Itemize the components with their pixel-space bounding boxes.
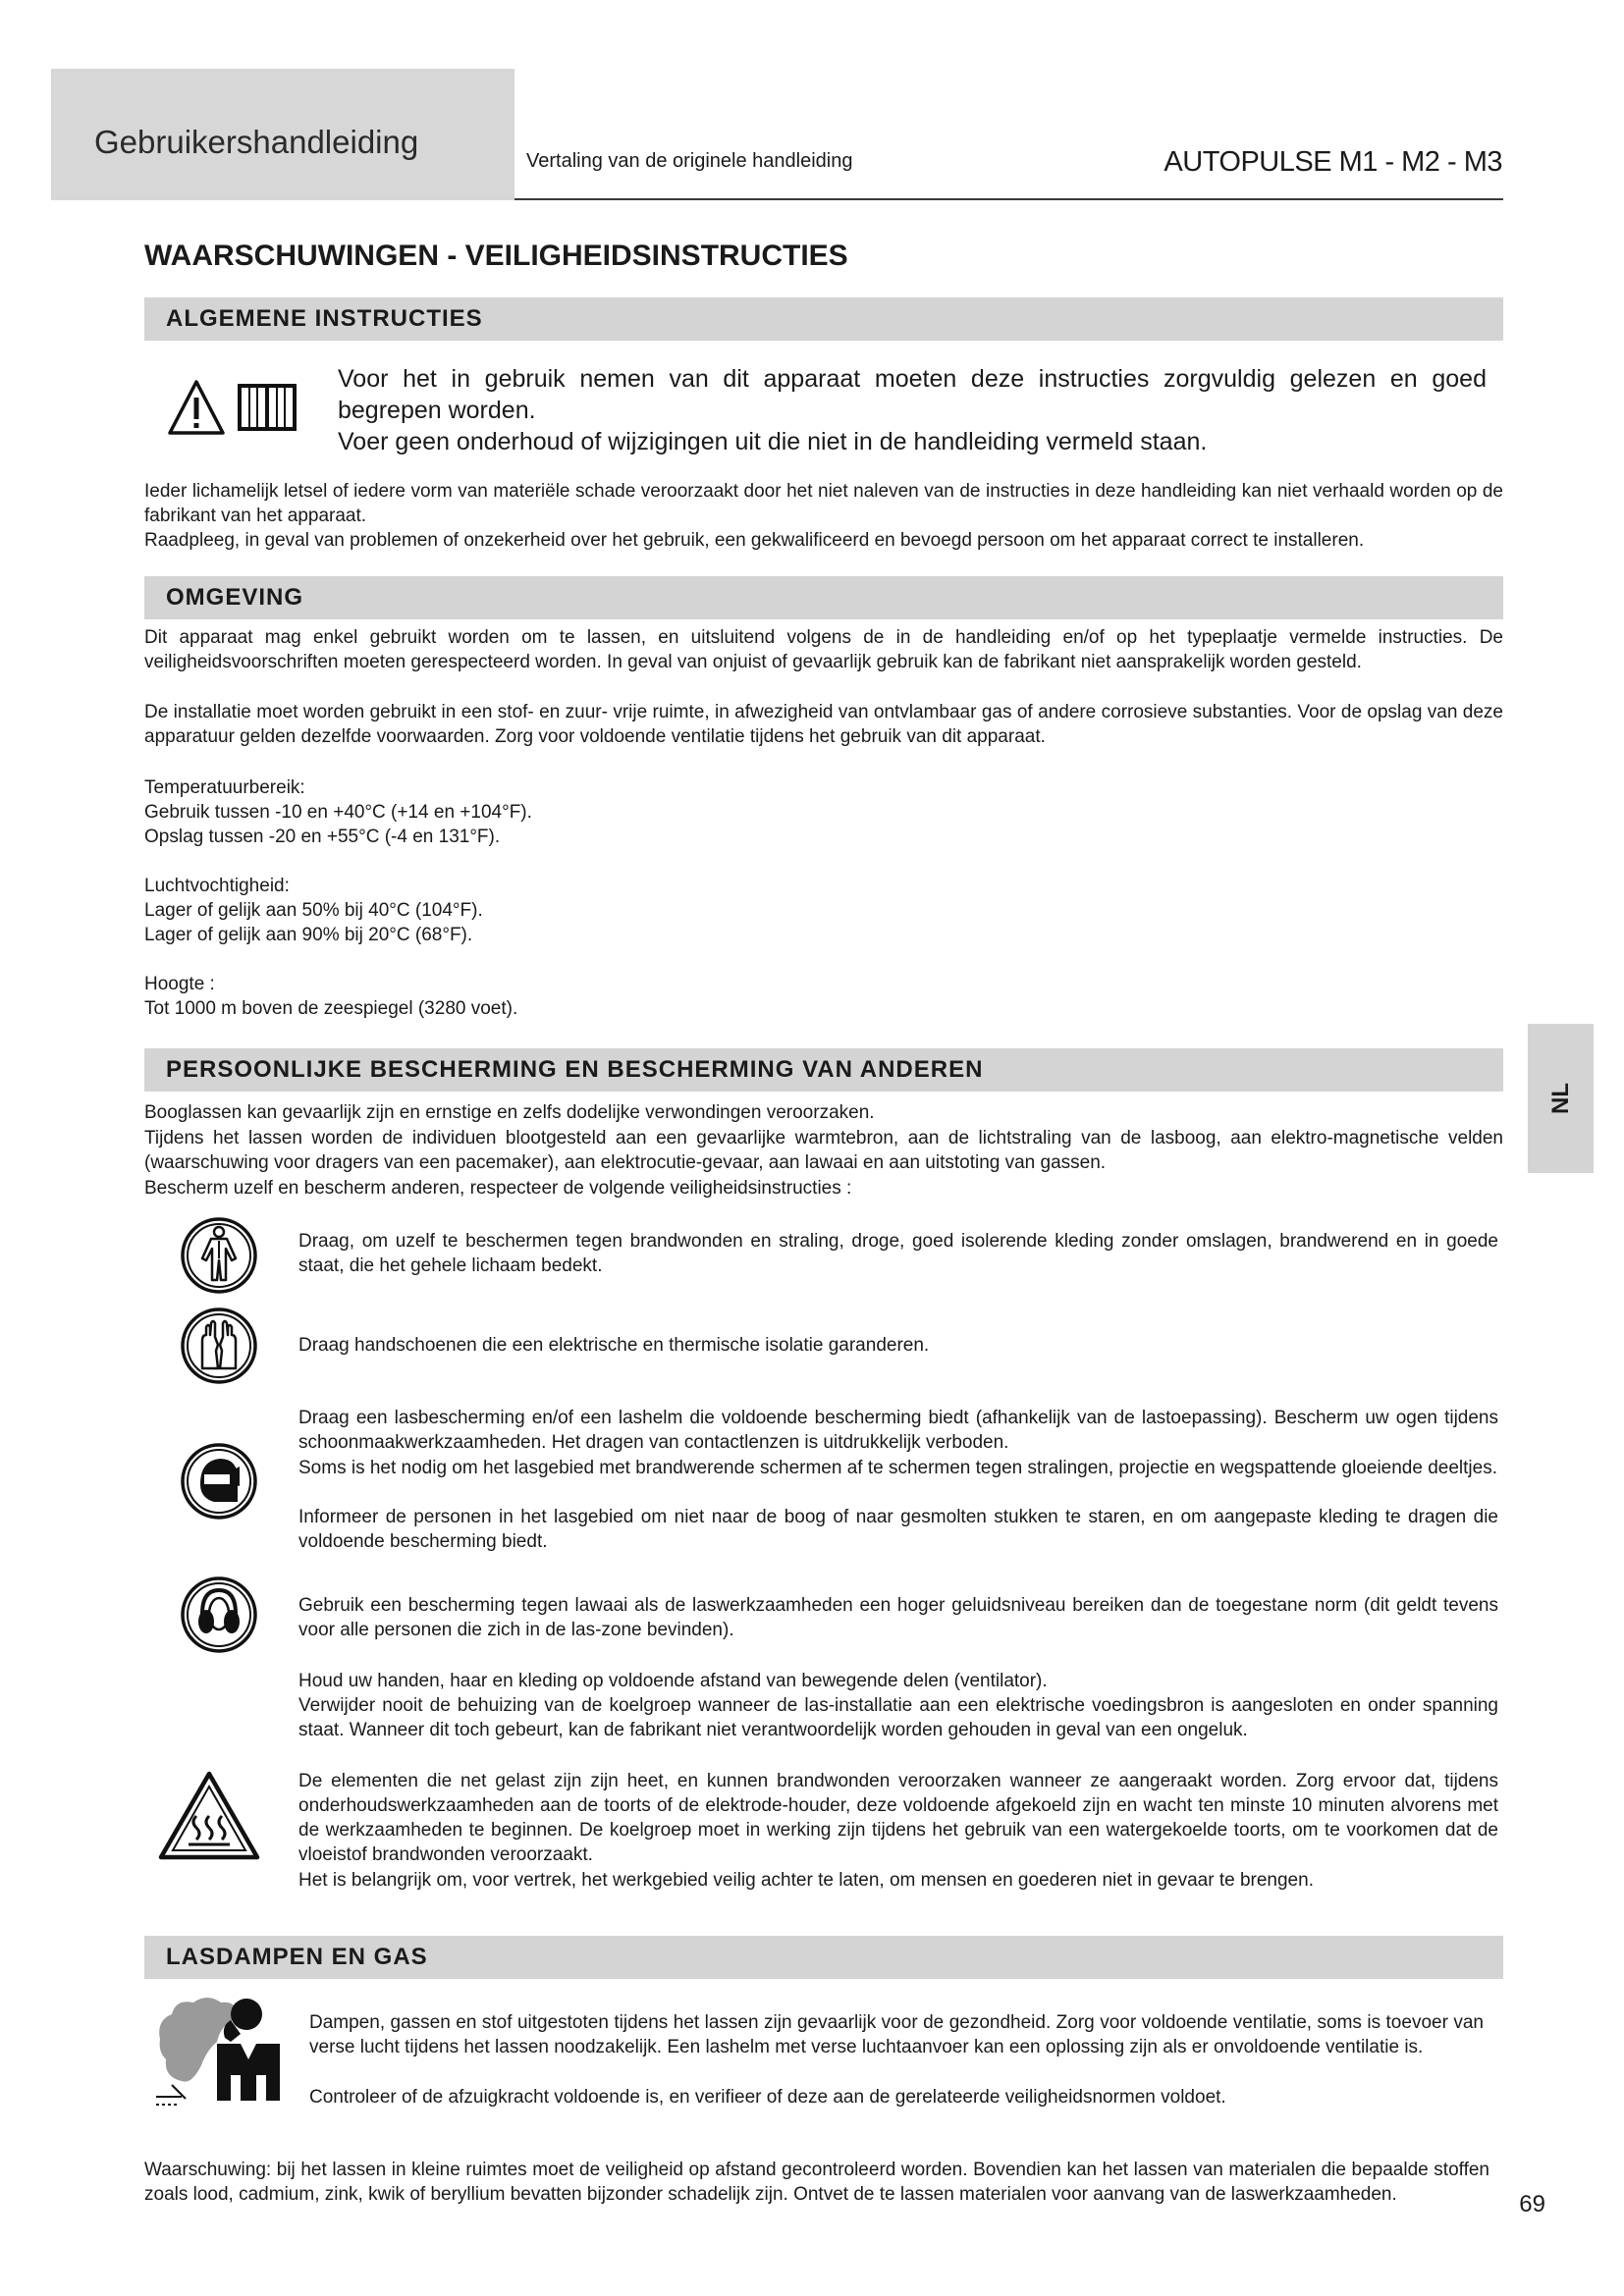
welding-mask-icon [179, 1441, 259, 1522]
mask-instruction-1: Draag een lasbescherming en/of een lashelm die voldoende bescherming biedt (afhankelijk van de lastoepassing). Bescherm uw ogen tijdens schoonmaakwerkzaamheden. Het dragen van contactlenzen is uitdrukkelijk verboden. [298, 1408, 1498, 1453]
mask-instruction-3: Informeer de personen in het lasgebied om niet naar de boog of naar gesmolten stukken te staren, en om aangepaste kleding te dragen die voldoende bescherming biedt. [298, 1507, 1498, 1552]
hot-surface-instruction-1: De elementen die net gelast zijn zijn heet, en kunnen brandwonden veroorzaken wanneer ze aangeraakt worden. Zorg ervoor dat, tijdens onderhoudswerkzaamheden aan de toorts of de elektrode-houder, deze voldoende afgekoeld zijn en wacht ten minste 10 minuten alvorens met de werkzaamheden te beginnen. De koelgroep moet in werking zijn tijdens het gebruik van een watergekoelde toorts, om te voorkomen dat de vloeistof brandwonden veroorzaakt. [298, 1771, 1498, 1865]
environment-installation-text: De installatie moet worden gebruikt in een stof- en zuur- vrije ruimte, in afwezigheid van ontvlambaar gas of andere corrosieve substanties. Voor de opslag van deze apparatuur gelden dezelfde voorwaarden. Zorg voor voldoende ventilatie tijdens het gebruik van dit apparaat. [144, 702, 1503, 747]
protection-intro-1: Booglassen kan gevaarlijk zijn en ernstige en zelfs dodelijke verwondingen veroorzaken. [144, 1102, 875, 1123]
header-divider [514, 198, 1503, 200]
page-title: WAARSCHUWINGEN - VEILIGHEIDSINSTRUCTIES [144, 240, 848, 272]
warning-no-modifications: Voer geen onderhoud of wijzigingen uit die niet in de handleiding vermeld staan. [338, 428, 1208, 455]
altitude-label: Hoogte : [144, 974, 215, 994]
general-consult-text: Raadpleeg, in geval van problemen of onzekerheid over het gebruik, een gekwalificeerd en bevoegd persoon om het apparaat correct te installeren. [144, 530, 1365, 551]
humidity-limit-1: Lager of gelijk aan 50% bij 40°C (104°F). [144, 900, 483, 921]
protective-clothing-icon [179, 1215, 259, 1296]
general-liability-text: Ieder lichamelijk letsel of iedere vorm van materiële schade veroorzaakt door het niet naleven van de instructies in deze handleiding kan niet verhaald worden op de fabrikant van het apparaat. [144, 481, 1503, 526]
product-model: AUTOPULSE M1 - M2 - M3 [1164, 146, 1502, 178]
fumes-warning: Waarschuwing: bij het lassen in kleine ruimtes moet de veiligheid op afstand gecontroleerd worden. Bovendien kan het lassen van materialen die bepaalde stoffen zoals lood, cadmium, zink, kwik of beryllium bevatten bijzonder schadelijk zijn. Ontvet de te lassen materialen voor aanvang van de laswerkzaamheden. [144, 2160, 1489, 2205]
humidity-label: Luchtvochtigheid: [144, 876, 290, 896]
language-tab [1528, 1024, 1594, 1173]
altitude-value: Tot 1000 m boven de zeespiegel (3280 voet). [144, 998, 518, 1019]
environment-usage-text: Dit apparaat mag enkel gebruikt worden om te lassen, en uitsluitend volgens de in de handleiding en/of op het typeplaatje vermelde instructies. De veiligheidsvoorschriften moeten gerespecteerd worden. In geval van onjuist of gevaarlijk gebruik kan de fabrikant niet aansprakelijk worden gesteld. [144, 627, 1503, 672]
protection-intro-3: Bescherm uzelf en bescherm anderen, respecteer de volgende veiligheidsinstructies : [144, 1178, 852, 1199]
section-header-environment [144, 576, 1503, 619]
ear-protection-icon [179, 1575, 259, 1655]
section-title: OMGEVING [166, 584, 304, 611]
temperature-label: Temperatuurbereik: [144, 777, 305, 798]
page-number: 69 [1519, 2191, 1545, 2217]
clothing-instruction: Draag, om uzelf te beschermen tegen brandwonden en straling, droge, goed isolerende kleding zonder omslagen, brandwerend en in goede staat, die het gehele lichaam bedekt. [298, 1231, 1498, 1276]
temperature-use: Gebruik tussen -10 en +40°C (+14 en +104°F). [144, 802, 532, 823]
welding-fumes-icon [152, 1991, 299, 2118]
protection-intro-2: Tijdens het lassen worden de individuen blootgesteld aan een gevaarlijke warmtebron, aan de lichtstraling van de lasboog, aan elektro-magnetische velden (waarschuwing voor dragers van een pacemaker), aan elektrocutie-gevaar, aan lawaai en aan uitstoting van gassen. [144, 1128, 1503, 1173]
gloves-instruction: Draag handschoenen die een elektrische en thermische isolatie garanderen. [298, 1335, 930, 1356]
temperature-storage: Opslag tussen -20 en +55°C (-4 en 131°F). [144, 827, 501, 847]
section-title: PERSOONLIJKE BESCHERMING EN BESCHERMING VAN ANDEREN [166, 1056, 984, 1083]
noise-instruction: Gebruik een bescherming tegen lawaai als de laswerkzaamheden een hoger geluidsniveau bereiken dan de toegestane norm (dit geldt tevens voor alle personen die zich in de las-zone bevinden). [298, 1595, 1498, 1640]
moving-parts-instruction-2: Verwijder nooit de behuizing van de koelgroep wanneer de las-installatie aan een elektrische voedingsbron is aangesloten en onder spanning staat. Wanneer dit toch gebeurt, kan de fabrikant niet verantwoordelijk worden gehouden in geval van een ongeluk. [298, 1695, 1498, 1740]
warning-read-manual-icon [167, 378, 304, 439]
section-header-protection [144, 1048, 1503, 1092]
protective-gloves-icon [179, 1306, 259, 1386]
fumes-instruction-1: Dampen, gassen en stof uitgestoten tijdens het lassen zijn gevaarlijk voor de gezondheid. Zorg voor voldoende ventilatie, soms is toevoer van verse lucht tijdens het lassen noodzakelijk. Een lashelm met verse luchtaanvoer kan een oplossing zijn als er onvoldoende ventilatie is. [309, 2012, 1484, 2057]
section-header-general [144, 297, 1503, 341]
section-title: ALGEMENE INSTRUCTIES [166, 305, 483, 332]
mask-instruction-2: Soms is het nodig om het lasgebied met brandwerende schermen af te schermen tegen stralingen, projectie en wegspattende gloeiende deeltjes. [298, 1458, 1497, 1478]
document-title: Gebruikershandleiding [94, 124, 419, 160]
moving-parts-instruction-1: Houd uw handen, haar en kleding op voldoende afstand van bewegende delen (ventilator). [298, 1671, 1048, 1691]
hot-surface-warning-icon [157, 1769, 261, 1863]
warning-read-instructions: Voor het in gebruik nemen van dit apparaat moeten deze instructies zorgvuldig gelezen en goed begrepen worden. [338, 365, 1487, 424]
humidity-limit-2: Lager of gelijk aan 90% bij 20°C (68°F). [144, 925, 473, 945]
hot-surface-instruction-2: Het is belangrijk om, voor vertrek, het werkgebied veilig achter te laten, om mensen en goederen niet in gevaar te brengen. [298, 1870, 1314, 1891]
fumes-instruction-2: Controleer of de afzuigkracht voldoende is, en verifieer of deze aan de gerelateerde veiligheidsnormen voldoet. [309, 2087, 1226, 2108]
section-title: LASDAMPEN EN GAS [166, 1944, 428, 1970]
language-tab-label: NL [1546, 1083, 1574, 1114]
section-header-fumes [144, 1936, 1503, 1979]
document-subtitle: Vertaling van de originele handleiding [526, 150, 853, 172]
